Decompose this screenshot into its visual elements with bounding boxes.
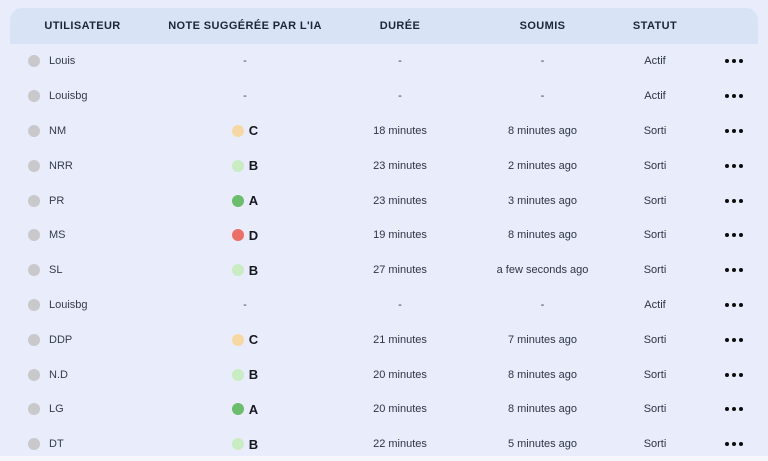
status-cell: Sorti: [643, 124, 667, 137]
status-cell: Sorti: [643, 368, 667, 381]
ellipsis-dot-icon: [725, 303, 729, 307]
row-actions-menu-button[interactable]: [721, 193, 747, 209]
user-name: N.D: [49, 368, 68, 381]
grade-cell: [165, 437, 325, 452]
user-cell: [0, 229, 165, 241]
actions-cell: [700, 262, 768, 278]
table-row: [0, 183, 768, 218]
submitted-cell: 8 minutes ago: [507, 368, 578, 381]
user-name: DT: [49, 438, 64, 451]
grade-letter: D: [248, 227, 259, 243]
grade-cell: [165, 90, 325, 102]
table-row: [0, 44, 768, 79]
user-cell: [0, 438, 165, 450]
grade-dot-icon: [232, 264, 244, 276]
status-cell: Sorti: [643, 229, 667, 242]
user-name: PR: [49, 194, 65, 207]
submitted-cell: -: [540, 55, 545, 68]
duration-cell: 27 minutes: [373, 264, 427, 277]
submitted-cell: 8 minutes ago: [507, 124, 578, 137]
duration-cell: 20 minutes: [373, 403, 427, 416]
duration-cell: -: [398, 298, 402, 311]
grade-dot-icon: [232, 403, 244, 415]
grade-empty-dash: -: [243, 298, 247, 311]
ellipsis-dot-icon: [739, 233, 743, 237]
grade-cell: [165, 332, 325, 347]
ellipsis-dot-icon: [732, 268, 736, 272]
ellipsis-dot-icon: [732, 164, 736, 168]
grade-letter: A: [248, 401, 259, 417]
status-cell: Sorti: [643, 264, 667, 277]
avatar: [28, 195, 40, 207]
ellipsis-dot-icon: [725, 233, 729, 237]
table-row: [0, 79, 768, 114]
duration-cell: 23 minutes: [373, 194, 427, 207]
duration-cell: 19 minutes: [373, 229, 427, 242]
submitted-cell: 8 minutes ago: [507, 403, 578, 416]
user-cell: [0, 334, 165, 346]
ellipsis-dot-icon: [732, 199, 736, 203]
grade-empty-dash: -: [243, 90, 247, 103]
row-actions-menu-button[interactable]: [721, 227, 747, 243]
avatar: [28, 160, 40, 172]
ellipsis-dot-icon: [739, 373, 743, 377]
grade-cell: [165, 228, 325, 243]
grade-dot-icon: [232, 369, 244, 381]
table-body: [0, 44, 768, 461]
submitted-cell: -: [540, 90, 545, 103]
actions-cell: [700, 193, 768, 209]
user-name: NRR: [49, 159, 73, 172]
user-cell: [0, 403, 165, 415]
user-name: Louisbg: [49, 298, 88, 311]
ellipsis-dot-icon: [732, 94, 736, 98]
avatar: [28, 90, 40, 102]
column-header-utilisateur: UTILISATEUR: [44, 20, 121, 32]
avatar: [28, 55, 40, 67]
grade-letter: B: [248, 158, 259, 174]
ellipsis-dot-icon: [725, 199, 729, 203]
actions-cell: [700, 53, 768, 69]
ellipsis-dot-icon: [732, 129, 736, 133]
ellipsis-dot-icon: [725, 164, 729, 168]
duration-cell: 21 minutes: [373, 333, 427, 346]
user-name: DDP: [49, 333, 73, 346]
grade-empty-dash: -: [243, 55, 247, 68]
row-actions-menu-button[interactable]: [721, 88, 747, 104]
user-cell: [0, 160, 165, 172]
avatar: [28, 229, 40, 241]
table-row: [0, 114, 768, 149]
user-name: SL: [49, 264, 63, 277]
ellipsis-dot-icon: [732, 303, 736, 307]
ellipsis-dot-icon: [739, 442, 743, 446]
row-actions-menu-button[interactable]: [721, 436, 747, 452]
ellipsis-dot-icon: [732, 59, 736, 63]
actions-cell: [700, 332, 768, 348]
user-name: MS: [49, 229, 66, 242]
ellipsis-dot-icon: [732, 338, 736, 342]
status-cell: Sorti: [643, 438, 667, 451]
row-actions-menu-button[interactable]: [721, 262, 747, 278]
ellipsis-dot-icon: [732, 407, 736, 411]
actions-cell: [700, 123, 768, 139]
submitted-cell: 3 minutes ago: [507, 194, 578, 207]
grade-dot-icon: [232, 334, 244, 346]
status-cell: Actif: [644, 298, 666, 311]
grade-letter: A: [248, 193, 259, 209]
ellipsis-dot-icon: [739, 303, 743, 307]
ellipsis-dot-icon: [725, 94, 729, 98]
actions-cell: [700, 367, 768, 383]
ellipsis-dot-icon: [725, 268, 729, 272]
submitted-cell: 2 minutes ago: [507, 159, 578, 172]
ellipsis-dot-icon: [725, 373, 729, 377]
column-header-soumis: SOUMIS: [519, 20, 566, 32]
grade-cell: [165, 263, 325, 278]
ellipsis-dot-icon: [739, 59, 743, 63]
ellipsis-dot-icon: [725, 338, 729, 342]
status-cell: Actif: [644, 90, 666, 103]
ellipsis-dot-icon: [739, 199, 743, 203]
avatar: [28, 264, 40, 276]
ellipsis-dot-icon: [732, 442, 736, 446]
ellipsis-dot-icon: [739, 94, 743, 98]
user-cell: [0, 264, 165, 276]
duration-cell: 22 minutes: [373, 438, 427, 451]
status-cell: Sorti: [643, 333, 667, 346]
duration-cell: 18 minutes: [373, 124, 427, 137]
grade-cell: [165, 55, 325, 67]
row-actions-menu-button[interactable]: [721, 158, 747, 174]
row-actions-menu-button[interactable]: [721, 401, 747, 417]
user-name: Louisbg: [49, 90, 88, 103]
grade-cell: [165, 193, 325, 208]
grade-cell: [165, 158, 325, 173]
grade-dot-icon: [232, 195, 244, 207]
column-header-statut: STATUT: [632, 20, 678, 32]
row-actions-menu-button[interactable]: [721, 332, 747, 348]
status-cell: Sorti: [643, 194, 667, 207]
grade-letter: C: [248, 123, 259, 139]
user-cell: [0, 55, 165, 67]
ellipsis-dot-icon: [739, 164, 743, 168]
ellipsis-dot-icon: [725, 129, 729, 133]
actions-cell: [700, 227, 768, 243]
actions-cell: [700, 436, 768, 452]
bottom-strip: [0, 456, 768, 461]
grade-dot-icon: [232, 438, 244, 450]
user-cell: [0, 369, 165, 381]
ellipsis-dot-icon: [739, 268, 743, 272]
table-row: [0, 392, 768, 427]
duration-cell: 23 minutes: [373, 159, 427, 172]
submitted-cell: -: [540, 298, 545, 311]
submitted-cell: 7 minutes ago: [507, 333, 578, 346]
table-header-row: [0, 8, 768, 44]
avatar: [28, 438, 40, 450]
ellipsis-dot-icon: [732, 233, 736, 237]
actions-cell: [700, 401, 768, 417]
column-header-note-ia: NOTE SUGGÉRÉE PAR L'IA: [168, 20, 322, 32]
user-cell: [0, 195, 165, 207]
ellipsis-dot-icon: [725, 59, 729, 63]
duration-cell: 20 minutes: [373, 368, 427, 381]
ellipsis-dot-icon: [725, 407, 729, 411]
row-actions-menu-button[interactable]: [721, 53, 747, 69]
table-row: [0, 253, 768, 288]
table-row: [0, 218, 768, 253]
table-row: [0, 322, 768, 357]
duration-cell: -: [398, 90, 402, 103]
grade-dot-icon: [232, 229, 244, 241]
ellipsis-dot-icon: [725, 442, 729, 446]
user-name: LG: [49, 403, 64, 416]
grade-letter: B: [248, 262, 259, 278]
duration-cell: -: [398, 55, 402, 68]
submitted-cell: 8 minutes ago: [507, 229, 578, 242]
actions-cell: [700, 297, 768, 313]
table-row: [0, 288, 768, 323]
actions-cell: [700, 158, 768, 174]
grade-dot-icon: [232, 160, 244, 172]
table-row: [0, 357, 768, 392]
grade-letter: B: [248, 367, 259, 383]
grade-cell: [165, 402, 325, 417]
user-name: Louis: [49, 55, 76, 68]
ellipsis-dot-icon: [732, 373, 736, 377]
avatar: [28, 369, 40, 381]
user-cell: [0, 90, 165, 102]
avatar: [28, 125, 40, 137]
grade-letter: C: [248, 332, 259, 348]
row-actions-menu-button[interactable]: [721, 123, 747, 139]
actions-cell: [700, 88, 768, 104]
row-actions-menu-button[interactable]: [721, 297, 747, 313]
user-cell: [0, 299, 165, 311]
grade-dot-icon: [232, 125, 244, 137]
status-cell: Sorti: [643, 403, 667, 416]
submitted-cell: a few seconds ago: [496, 264, 589, 277]
avatar: [28, 403, 40, 415]
grade-cell: [165, 367, 325, 382]
grade-letter: B: [248, 436, 259, 452]
grade-cell: [165, 299, 325, 311]
grade-cell: [165, 123, 325, 138]
user-name: NM: [49, 124, 67, 137]
row-actions-menu-button[interactable]: [721, 367, 747, 383]
avatar: [28, 299, 40, 311]
table-header: [0, 8, 768, 44]
table-row: [0, 148, 768, 183]
ellipsis-dot-icon: [739, 407, 743, 411]
ellipsis-dot-icon: [739, 129, 743, 133]
avatar: [28, 334, 40, 346]
ellipsis-dot-icon: [739, 338, 743, 342]
column-header-duree: DURÉE: [379, 20, 421, 32]
user-cell: [0, 125, 165, 137]
status-cell: Actif: [644, 55, 666, 68]
status-cell: Sorti: [643, 159, 667, 172]
submitted-cell: 5 minutes ago: [507, 438, 578, 451]
